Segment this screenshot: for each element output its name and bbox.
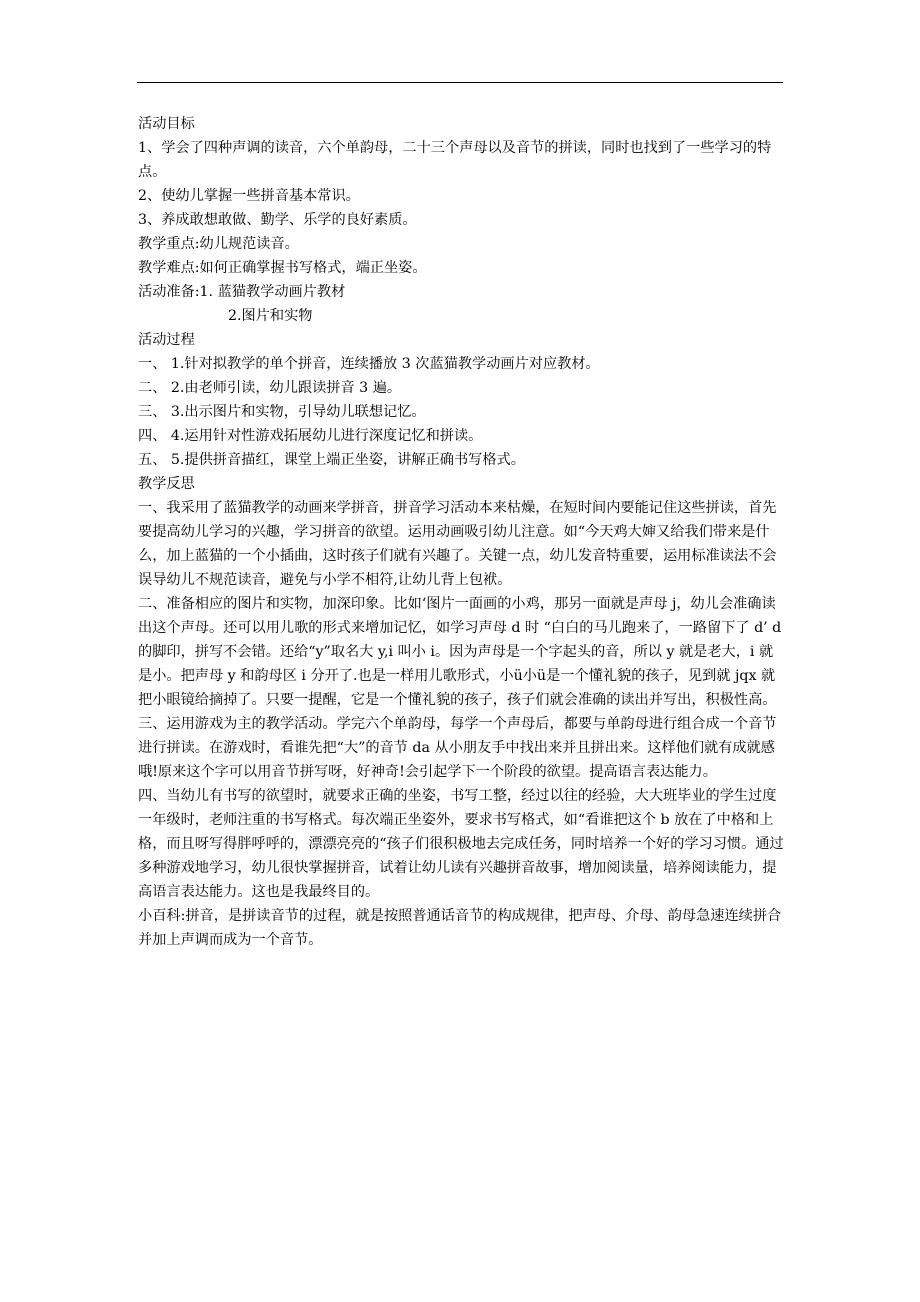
process-step-4: 四、 4.运用针对性游戏拓展幼儿进行深度记忆和拼读。 (138, 428, 483, 444)
reflection-paragraph-4: 四、当幼儿有书写的欲望时，就要求正确的坐姿，书写工整，经过以往的经验，大大班毕业的学生过度一年级时，老师注重的书写格式。每次端正坐姿外，要求书写格式，如“看谁把这个 b 放在了中格和上格，而且呀写得胖呼呼的，漂漂亮亮的“孩子们很积极地去完成任务，同时培养一个好的学习习惯。通过多种游戏地学习，幼儿很快掌握拼音，试着让幼儿读有兴趣拼音故事，增加阅读量，培养阅读能力，提高语言表达能力。这也是我最终目的。 (138, 788, 784, 900)
heading-teaching-reflection: 教学反思 (138, 476, 195, 492)
process-step-1: 一、 1.针对拟教学的单个拼音，连续播放 3 次蓝猫教学动画片对应教材。 (138, 356, 600, 372)
activity-prep-2: 2.图片和实物 (228, 308, 313, 324)
header-rule (137, 82, 783, 83)
reflection-paragraph-2: 二、准备相应的图片和实物，加深印象。比如‘图片一面画的小鸡，那另一面就是声母 j，幼儿会准确读出这个声母。还可以用儿歌的形式来增加记忆，如学习声母 d 时 “白白的马儿跑来了，一路留下了 d’ d 的脚印，拼写不会错。还给“y”取名大 y,i 叫小 i。因为声母是一个字起头的音，所以 y 就是老大，i 就是小。把声母 y 和韵母区 i 分开了.也是一样用儿歌形式，小ü小ü是一个懂礼貌的孩子，见到就 jqx 就把小眼镜给摘掉了。只要一提醒，它是一个懂礼貌的孩子，孩子们就会准确的读出并写出，积极性高。 (138, 596, 782, 708)
process-step-2: 二、 2.由老师引读，幼儿跟读拼音 3 遍。 (138, 380, 402, 396)
goal-item-2: 2、使幼儿掌握一些拼音基本常识。 (138, 188, 360, 204)
heading-activity-process: 活动过程 (138, 332, 195, 348)
goal-item-1: 1、学会了四种声调的读音，六个单韵母，二十三个声母以及音节的拼读，同时也找到了一些学习的特点。 (138, 140, 772, 180)
goal-item-3: 3、养成敢想敢做、勤学、乐学的良好素质。 (138, 212, 417, 228)
process-step-5: 五、 5.提供拼音描红，课堂上端正坐姿，讲解正确书写格式。 (138, 452, 525, 468)
activity-prep-1: 活动准备:1. 蓝猫教学动画片教材 (138, 284, 346, 300)
teaching-focus: 教学重点:幼儿规范读音。 (138, 236, 299, 252)
teaching-difficulty: 教学难点:如何正确掌握书写格式，端正坐姿。 (138, 260, 427, 276)
process-step-3: 三、 3.出示图片和实物，引导幼儿联想记忆。 (138, 404, 426, 420)
encyclopedia-note: 小百科:拼音，是拼读音节的过程，就是按照普通话音节的构成规律，把声母、介母、韵母急速连续拼合并加上声调而成为一个音节。 (138, 908, 782, 948)
document-body (138, 112, 784, 952)
reflection-paragraph-1: 一、我采用了蓝猫教学的动画来学拼音，拼音学习活动本来枯燥，在短时间内要能记住这些拼读，首先要提高幼儿学习的兴趣，学习拼音的欲望。运用动画吸引幼儿注意。如“今天鸡大婶又给我们带来是什么，加上蓝猫的一个小插曲，这时孩子们就有兴趣了。关键一点，幼儿发音特重要，运用标准读法不会误导幼儿不规范读音，避免与小学不相符,让幼儿背上包袱。 (138, 500, 777, 588)
reflection-paragraph-3: 三、运用游戏为主的教学活动。学完六个单韵母，每学一个声母后，都要与单韵母进行组合成一个音节进行拼读。在游戏时，看谁先把“大”的音节 da 从小朋友手中找出来并且拼出来。这样他们就有成就感哦!原来这个字可以用音节拼写呀，好神奇!会引起学下一个阶段的欲望。提高语言表达能力。 (138, 716, 777, 780)
heading-activity-goals: 活动目标 (138, 116, 195, 132)
